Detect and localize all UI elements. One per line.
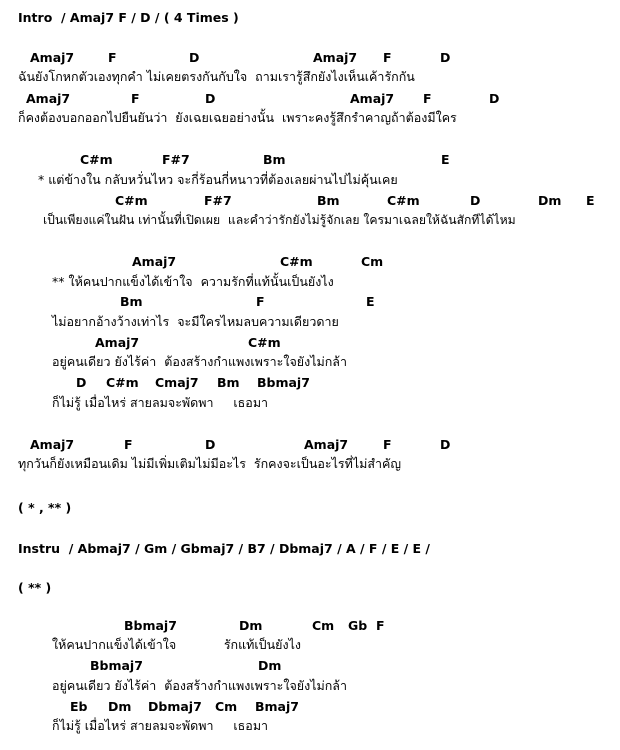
lyric-line: ก็ไม่รู้ เมื่อไหร่ สายลมจะพัดพา เธอมา	[52, 718, 269, 733]
chord: Bbmaj7	[124, 618, 177, 633]
lyric-line: ให้คนปากแข็งได้เข้าใจ รักแท้เป็นยังไง	[52, 637, 301, 652]
chord: D	[440, 50, 451, 65]
chord: Bbmaj7	[257, 375, 310, 390]
repeat-marker: ( * , ** )	[18, 500, 72, 515]
chord: D	[470, 193, 481, 208]
intro-line: Intro / Amaj7 F / D / ( 4 Times )	[18, 10, 239, 25]
chord: Amaj7	[304, 437, 349, 452]
lyric-line: อยู่คนเดียว ยังไร้ค่า ต้องสร้างกำแพงเพราะใจยังไม่กล้า	[52, 678, 347, 693]
chord: Bm	[217, 375, 240, 390]
chord: E	[366, 294, 375, 309]
lyric-line: * แต่ข้างใน กลับหวั่นไหว จะกี่ร้อนกี่หนาวที่ต้องเลยผ่านไปไม่คุ้นเคย	[38, 172, 398, 187]
chord: Cm	[361, 254, 384, 269]
chord: F	[256, 294, 265, 309]
chord: Cm	[215, 699, 238, 714]
chord: C#m	[248, 335, 281, 350]
chord: C#m	[387, 193, 420, 208]
lyric-line: ฉันยังโกหกตัวเองทุกคำ ไม่เคยตรงกันกับใจ ถามเรารู้สึกยังไงเห็นเค้ารักกัน	[18, 69, 415, 84]
chord: F#7	[162, 152, 190, 167]
chord: C#m	[280, 254, 313, 269]
chord: F	[383, 50, 392, 65]
chord: D	[205, 437, 216, 452]
chord: Cmaj7	[155, 375, 199, 390]
chord: E	[441, 152, 450, 167]
chord: F	[383, 437, 392, 452]
chord: Bbmaj7	[90, 658, 143, 673]
lyric-line: อยู่คนเดียว ยังไร้ค่า ต้องสร้างกำแพงเพราะใจยังไม่กล้า	[52, 354, 347, 369]
chord: Amaj7	[30, 437, 75, 452]
chord: Cm	[312, 618, 335, 633]
chord: D	[205, 91, 216, 106]
chord: E	[586, 193, 595, 208]
chord: Amaj7	[30, 50, 75, 65]
lyric-line: ** ให้คนปากแข็งได้เข้าใจ ความรักที่แท้นั้นเป็นยังไง	[52, 274, 334, 289]
lyric-line: เป็นเพียงแค่ในฝัน เท่านั้นที่เปิดเผย และคำว่ารักยังไม่รู้จักเลย ใครมาเฉลยให้ฉันสักทีได้ไหม	[43, 213, 516, 227]
chord: Bmaj7	[255, 699, 299, 714]
chord: D	[440, 437, 451, 452]
chord: Amaj7	[95, 335, 140, 350]
chord: Dm	[239, 618, 263, 633]
chord: F	[376, 618, 385, 633]
lyric-line: ไม่อยากอ้างว้างเท่าไร จะมีใครไหมลบความเดียวดาย	[52, 314, 339, 329]
chord: Dm	[258, 658, 282, 673]
chord: Amaj7	[313, 50, 358, 65]
lyric-line: ก็คงต้องบอกออกไปยืนยันว่า ยังเฉยเฉยอย่างนั้น เพราะคงรู้สึกรำคาญถ้าต้องมีใคร	[18, 110, 457, 125]
chord: Amaj7	[26, 91, 71, 106]
repeat-marker: ( ** )	[18, 580, 52, 595]
chord: F	[108, 50, 117, 65]
chord: Dm	[108, 699, 132, 714]
chord: Bm	[263, 152, 286, 167]
chord: Bm	[120, 294, 143, 309]
chord: Amaj7	[132, 254, 177, 269]
chord: C#m	[106, 375, 139, 390]
chord: F#7	[204, 193, 232, 208]
chord: Gb	[348, 618, 368, 633]
chord: Amaj7	[350, 91, 395, 106]
instrumental-line: Instru / Abmaj7 / Gm / Gbmaj7 / B7 / Dbmaj7 / A / F / E / E /	[18, 541, 430, 556]
chord: F	[131, 91, 140, 106]
chord: F	[423, 91, 432, 106]
chord: F	[124, 437, 133, 452]
chord: Bm	[317, 193, 340, 208]
chord: Dbmaj7	[148, 699, 202, 714]
chord: D	[76, 375, 87, 390]
chord: C#m	[80, 152, 113, 167]
chord: Dm	[538, 193, 562, 208]
chord: D	[489, 91, 500, 106]
chord: Eb	[70, 699, 88, 714]
lyric-line: ก็ไม่รู้ เมื่อไหร่ สายลมจะพัดพา เธอมา	[52, 395, 269, 410]
chord: D	[189, 50, 200, 65]
lyric-line: ทุกวันก็ยังเหมือนเดิม ไม่มีเพิ่มเติมไม่มีอะไร รักคงจะเป็นอะไรที่ไม่สำคัญ	[18, 456, 402, 471]
chord: C#m	[115, 193, 148, 208]
